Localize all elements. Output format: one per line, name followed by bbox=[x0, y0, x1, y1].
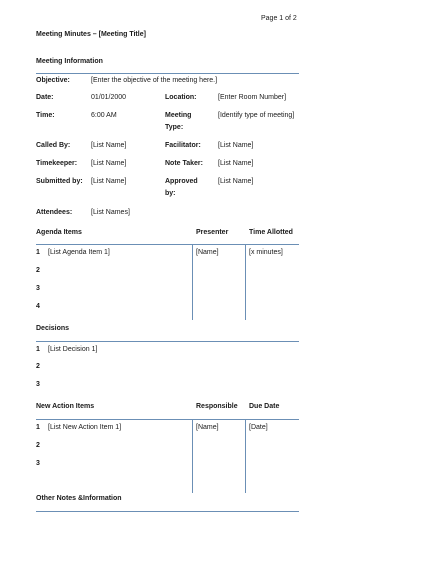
page-title: Meeting Minutes – [Meeting Title] bbox=[36, 31, 146, 38]
date-label: Date: bbox=[36, 94, 54, 101]
divider bbox=[36, 244, 299, 245]
approved-by-label: Approved bbox=[165, 178, 198, 185]
submitted-by-label: Submitted by: bbox=[36, 178, 83, 185]
due-date-heading: Due Date bbox=[249, 403, 280, 410]
time-value: 6:00 AM bbox=[91, 112, 117, 119]
agenda-row-number: 1 bbox=[36, 249, 40, 256]
time-label: Time: bbox=[36, 112, 55, 119]
meeting-type-value: [Identify type of meeting] bbox=[218, 112, 295, 119]
called-by-label: Called By: bbox=[36, 142, 71, 149]
action-due-date: [Date] bbox=[249, 424, 268, 431]
action-items-heading: New Action Items bbox=[36, 403, 95, 410]
date-value: 01/01/2000 bbox=[91, 94, 127, 101]
objective-value: [Enter the objective of the meeting here.] bbox=[91, 77, 218, 84]
column-divider bbox=[245, 244, 246, 320]
responsible-heading: Responsible bbox=[196, 403, 238, 410]
agenda-time: [x minutes] bbox=[249, 249, 283, 256]
timekeeper-value: [List Name] bbox=[91, 160, 127, 167]
decision-row-number: 1 bbox=[36, 346, 40, 353]
decision-row-number: 2 bbox=[36, 363, 40, 370]
column-divider bbox=[245, 419, 246, 493]
action-row-number: 3 bbox=[36, 460, 40, 467]
attendees-value: [List Names] bbox=[91, 209, 130, 216]
divider bbox=[36, 419, 299, 420]
note-taker-label: Note Taker: bbox=[165, 160, 203, 167]
location-label: Location: bbox=[165, 94, 197, 101]
decision-row-number: 3 bbox=[36, 381, 40, 388]
agenda-item: [List Agenda Item 1] bbox=[48, 249, 110, 256]
called-by-value: [List Name] bbox=[91, 142, 127, 149]
objective-label: Objective: bbox=[36, 77, 70, 84]
agenda-row-number: 3 bbox=[36, 285, 40, 292]
decisions-heading: Decisions bbox=[36, 325, 70, 332]
action-row-number: 2 bbox=[36, 442, 40, 449]
decision-item: [List Decision 1] bbox=[48, 346, 98, 353]
agenda-row-number: 4 bbox=[36, 303, 40, 310]
presenter-heading: Presenter bbox=[196, 229, 229, 236]
page-number: Page 1 of 2 bbox=[261, 15, 297, 22]
facilitator-label: Facilitator: bbox=[165, 142, 201, 149]
location-value: [Enter Room Number] bbox=[218, 94, 287, 101]
approved-by-label-2: by: bbox=[165, 190, 176, 197]
submitted-by-value: [List Name] bbox=[91, 178, 127, 185]
time-allotted-heading: Time Allotted bbox=[249, 229, 293, 236]
divider bbox=[36, 511, 299, 512]
other-notes-heading: Other Notes &Information bbox=[36, 495, 122, 502]
column-divider bbox=[192, 244, 193, 320]
action-responsible: [Name] bbox=[196, 424, 219, 431]
divider bbox=[36, 341, 299, 342]
action-row-number: 1 bbox=[36, 424, 40, 431]
divider bbox=[36, 73, 299, 74]
note-taker-value: [List Name] bbox=[218, 160, 254, 167]
agenda-presenter: [Name] bbox=[196, 249, 219, 256]
timekeeper-label: Timekeeper: bbox=[36, 160, 78, 167]
meeting-type-label-2: Type: bbox=[165, 124, 184, 131]
meeting-type-label: Meeting bbox=[165, 112, 192, 119]
action-item: [List New Action Item 1] bbox=[48, 424, 122, 431]
agenda-heading: Agenda Items bbox=[36, 229, 82, 236]
attendees-label: Attendees: bbox=[36, 209, 73, 216]
facilitator-value: [List Name] bbox=[218, 142, 254, 149]
meeting-info-heading: Meeting Information bbox=[36, 58, 103, 65]
column-divider bbox=[192, 419, 193, 493]
approved-by-value: [List Name] bbox=[218, 178, 254, 185]
agenda-row-number: 2 bbox=[36, 267, 40, 274]
